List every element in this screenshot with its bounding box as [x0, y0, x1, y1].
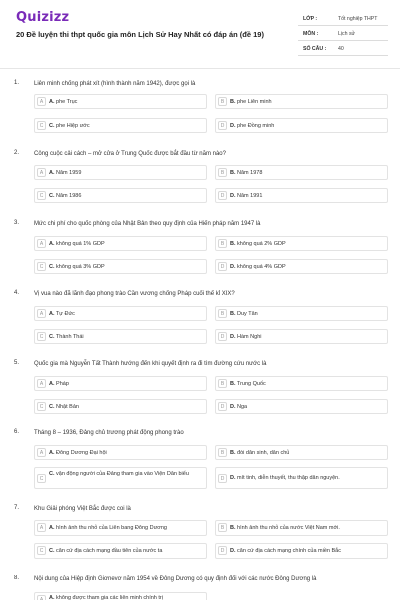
option-prefix: D. — [230, 548, 236, 554]
option-text: không quá 2% GDP — [235, 241, 286, 247]
answer-text — [230, 193, 384, 200]
answer-option-c[interactable] — [34, 467, 207, 489]
option-prefix: A. — [49, 381, 55, 387]
option-prefix: D. — [230, 334, 236, 340]
option-prefix: B. — [230, 381, 236, 387]
answer-text — [49, 241, 203, 248]
answer-option-a[interactable] — [34, 165, 207, 180]
option-text: phe Trục — [54, 99, 78, 105]
option-text: đòi dân sinh, dân chủ — [235, 450, 290, 456]
option-text: Tự Đức — [54, 311, 75, 317]
answer-option-b[interactable] — [215, 236, 388, 251]
option-letter-box: B — [218, 379, 227, 388]
option-text: Thành Thái — [54, 334, 84, 340]
option-text: mít tinh, diễn thuyết, thu thập dân nguyện. — [235, 475, 340, 481]
answer-text — [49, 123, 203, 130]
option-text: Hàm Nghi — [235, 334, 262, 340]
option-letter-box: B — [218, 168, 227, 177]
option-letter-box: A — [37, 379, 46, 388]
option-letter-box: D — [218, 191, 227, 200]
option-text: không được tham gia các liên minh chính trị — [54, 595, 163, 600]
option-letter-box: C — [37, 121, 46, 130]
meta-row-subject — [298, 26, 388, 41]
worksheet-meta-table — [298, 11, 388, 56]
option-text: Năm 1991 — [235, 193, 263, 199]
option-letter-box: C — [37, 262, 46, 271]
answer-text — [49, 193, 203, 200]
option-prefix: D. — [230, 193, 236, 199]
option-letter-box: D — [218, 402, 227, 411]
answer-option-a[interactable] — [34, 376, 207, 391]
answer-text — [230, 123, 384, 130]
option-letter-box: A — [37, 239, 46, 248]
option-prefix: A. — [49, 170, 55, 176]
option-text: không quá 3% GDP — [54, 264, 105, 270]
option-text: hình ảnh thu nhỏ của nước Việt Nam mới. — [235, 525, 340, 531]
answer-option-d[interactable] — [215, 467, 388, 489]
option-letter-box: D — [218, 332, 227, 341]
answer-option-d[interactable] — [215, 399, 388, 414]
answer-text — [230, 525, 384, 532]
answer-text — [49, 334, 203, 341]
option-text: không quá 1% GDP — [54, 241, 105, 247]
option-prefix: C. — [49, 548, 55, 554]
header-divider — [0, 68, 400, 69]
answer-text — [230, 404, 384, 411]
option-text: phe Đồng minh — [235, 123, 275, 129]
option-letter-box: C — [37, 402, 46, 411]
option-text: căn cứ địa cách mạng chính của miền Bắc — [235, 548, 341, 554]
answer-text — [49, 471, 203, 478]
option-letter-box: D — [218, 121, 227, 130]
answer-option-d[interactable] — [215, 188, 388, 203]
option-prefix: C. — [49, 123, 55, 129]
option-prefix: C. — [49, 404, 55, 410]
meta-value: Tốt nghiệp THPT — [338, 16, 378, 22]
question-number: 6. — [14, 429, 20, 435]
question-item — [0, 575, 400, 600]
answer-text — [49, 170, 203, 177]
option-prefix: D. — [230, 264, 236, 270]
option-text: Nhật Bản — [54, 404, 79, 410]
option-text: Trung Quốc — [235, 381, 266, 387]
answer-text — [49, 264, 203, 271]
option-letter-box: C — [37, 474, 46, 483]
option-text: không quá 4% GDP — [235, 264, 286, 270]
option-prefix: B. — [230, 170, 236, 176]
option-text: Năm 1978 — [235, 170, 263, 176]
answer-text — [230, 450, 384, 457]
question-text: Khu Giải phóng Việt Bắc được coi là — [34, 506, 131, 512]
answer-option-a[interactable] — [34, 236, 207, 251]
option-letter-box: B — [218, 97, 227, 106]
option-letter-box: A — [37, 168, 46, 177]
answer-text — [230, 170, 384, 177]
option-prefix: A. — [49, 595, 55, 600]
meta-row-class — [298, 11, 388, 26]
answer-option-a[interactable] — [34, 592, 207, 600]
answer-option-a[interactable] — [34, 306, 207, 321]
answer-text — [230, 99, 384, 106]
option-letter-box: B — [218, 523, 227, 532]
option-letter-box: D — [218, 546, 227, 555]
answer-text — [49, 548, 203, 555]
option-letter-box: D — [218, 474, 227, 483]
option-prefix: B. — [230, 311, 236, 317]
worksheet-header — [0, 0, 400, 66]
option-text: căn cứ địa cách mạng đầu tiên của nước ta — [54, 548, 163, 554]
question-number: 1. — [14, 80, 20, 86]
answer-text — [230, 475, 384, 482]
option-text: vận động người của Đảng tham gia vào Viện Dân biểu — [54, 471, 189, 477]
option-prefix: A. — [49, 241, 55, 247]
answer-option-c[interactable] — [34, 259, 207, 274]
answer-option-c[interactable] — [34, 399, 207, 414]
answer-option-c[interactable] — [34, 543, 207, 559]
answer-text — [230, 381, 384, 388]
answer-option-b[interactable] — [215, 165, 388, 180]
option-letter-box: B — [218, 448, 227, 457]
question-number: 8. — [14, 575, 20, 581]
answer-option-d[interactable] — [215, 118, 388, 133]
option-prefix: C. — [49, 193, 55, 199]
option-prefix: D. — [230, 123, 236, 129]
answer-text — [230, 548, 384, 555]
option-text: Năm 1986 — [54, 193, 82, 199]
worksheet-title: 20 Đề luyện thi thpt quốc gia môn Lịch Sử Hay Nhất có đáp án (đề 19) — [16, 30, 264, 39]
answer-option-d[interactable] — [215, 329, 388, 344]
answer-option-c[interactable] — [34, 329, 207, 344]
answer-text — [230, 311, 384, 318]
option-prefix: B. — [230, 525, 236, 531]
option-letter-box: A — [37, 309, 46, 318]
option-prefix: A. — [49, 99, 55, 105]
answer-option-b[interactable] — [215, 520, 388, 536]
answer-text — [230, 264, 384, 271]
answer-text — [49, 381, 203, 388]
option-letter-box: A — [37, 97, 46, 106]
question-text: Vị vua nào đã lãnh đạo phong trào Cần vương chống Pháp cuối thế kỉ XIX? — [34, 291, 235, 297]
answer-text — [49, 450, 203, 457]
option-prefix: A. — [49, 525, 55, 531]
answer-text — [49, 404, 203, 411]
question-text: Nội dung của Hiệp định Giơnevơ năm 1954 về Đông Dương có quy định đối với các nước Đông Dương là — [34, 576, 317, 582]
question-text: Mức chi phí cho quốc phòng của Nhật Bản theo quy định của Hiến pháp năm 1947 là — [34, 221, 261, 227]
meta-key: LỚP : — [303, 16, 318, 22]
question-number: 4. — [14, 290, 20, 296]
option-prefix: D. — [230, 404, 236, 410]
option-letter-box: B — [218, 309, 227, 318]
meta-value: Lịch sử — [338, 31, 356, 37]
answer-option-d[interactable] — [215, 543, 388, 559]
option-text: Duy Tân — [235, 311, 258, 317]
answer-option-a[interactable] — [34, 94, 207, 109]
option-letter-box: A — [37, 595, 46, 600]
question-text: Liên minh chống phát xít (hình thành năm 1942), được gọi là — [34, 81, 196, 87]
option-prefix: C. — [49, 264, 55, 270]
option-letter-box: C — [37, 332, 46, 341]
meta-value: 40 — [338, 46, 344, 52]
answer-text — [49, 525, 203, 532]
option-text: Pháp — [54, 381, 69, 387]
option-prefix: B. — [230, 241, 236, 247]
option-text: Nga — [235, 404, 248, 410]
question-number: 2. — [14, 150, 20, 156]
question-text: Tháng 8 – 1936, Đảng chủ trương phát động phong trào — [34, 430, 184, 436]
answer-text — [49, 311, 203, 318]
option-prefix: D. — [230, 475, 236, 481]
option-letter-box: D — [218, 262, 227, 271]
question-text: Công cuộc cải cách – mở cửa ở Trung Quốc được bắt đầu từ năm nào? — [34, 151, 226, 157]
answer-option-c[interactable] — [34, 188, 207, 203]
option-letter-box: A — [37, 448, 46, 457]
answer-option-c[interactable] — [34, 118, 207, 133]
option-prefix: B. — [230, 450, 236, 456]
answer-text — [230, 334, 384, 341]
answer-option-b[interactable] — [215, 94, 388, 109]
answer-text — [49, 99, 203, 106]
quizizz-logo: Quizizz — [16, 10, 70, 25]
meta-key: MÔN : — [303, 31, 319, 37]
answer-option-b[interactable] — [215, 306, 388, 321]
option-text: Năm 1959 — [54, 170, 82, 176]
option-letter-box: C — [37, 546, 46, 555]
option-letter-box: A — [37, 523, 46, 532]
answer-option-a[interactable] — [34, 520, 207, 536]
option-text: phe Liên minh — [235, 99, 272, 105]
question-text: Quốc gia mà Nguyễn Tất Thành hướng đến khi quyết định ra đi tìm đường cứu nước là — [34, 361, 267, 367]
option-prefix: A. — [49, 311, 55, 317]
answer-text — [230, 241, 384, 248]
answer-text — [49, 595, 203, 600]
question-number: 5. — [14, 360, 20, 366]
question-number: 3. — [14, 220, 20, 226]
answer-option-b[interactable] — [215, 376, 388, 391]
answer-option-a[interactable] — [34, 445, 207, 460]
option-prefix: A. — [49, 450, 55, 456]
option-prefix: B. — [230, 99, 236, 105]
option-text: hình ảnh thu nhỏ của Liên bang Đông Dương — [54, 525, 167, 531]
option-text: phe Hiệp ước — [54, 123, 90, 129]
option-prefix: C. — [49, 471, 55, 477]
option-letter-box: B — [218, 239, 227, 248]
meta-row-question-count — [298, 41, 388, 56]
question-number: 7. — [14, 505, 20, 511]
meta-key: SỐ CÂU : — [303, 46, 327, 52]
answer-option-d[interactable] — [215, 259, 388, 274]
option-text: Đông Dương Đại hội — [54, 450, 107, 456]
answer-option-b[interactable] — [215, 445, 388, 460]
option-letter-box: C — [37, 191, 46, 200]
option-prefix: C. — [49, 334, 55, 340]
